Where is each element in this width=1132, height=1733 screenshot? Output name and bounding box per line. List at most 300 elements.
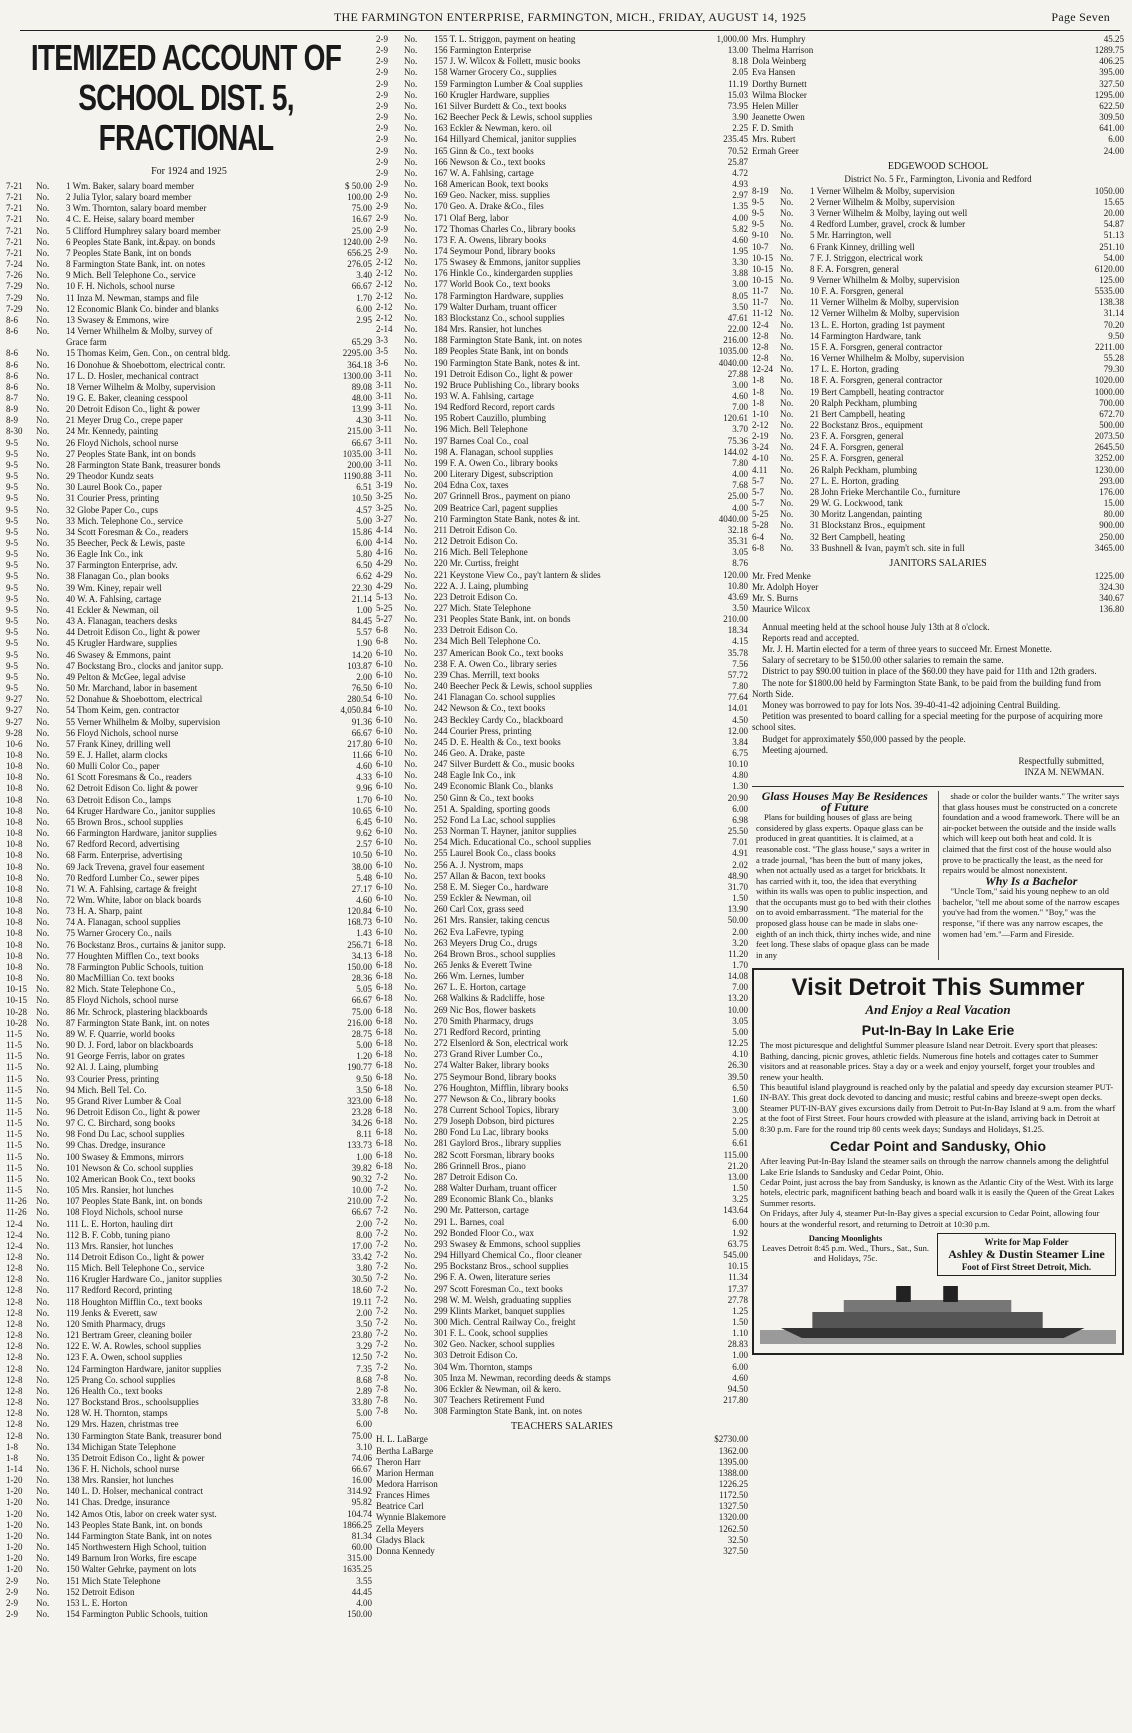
entry-date: 7-2 [376,1205,388,1216]
entry-description: 255 Laurel Book Co., class books [434,848,556,859]
entry-amount: 7.68 [732,480,748,491]
glass-houses-text: Plans for building houses of glass are being considered by glass experts. Opaque glass can be produced in great quantities. It is claimed, at a reasonable cost. "The glass house," says a writer in a trade journal, "has been the butt of many jokes, when not actually used as a target for brickbats. It has carried with it, too, the idea that everything within its walls was open to public inspection, and that the occupants must go to bed with their clothes on to avoid embarrassment. "The material for the proposed glass house can be made in slabs one-eighth of an inch thick, thirty inches wide, and nine feet long. These slabs of opaque glass can be made in any [756,812,931,960]
entry-number-label: No. [404,1250,418,1261]
entry-amount: 4.57 [356,504,372,515]
entry-date: 10-8 [6,772,23,783]
entry-date: 2-9 [6,1609,18,1619]
entry-description: 276 Houghton, Mifflin, library books [434,1082,569,1093]
entry-number-label: No. [404,1305,418,1316]
expense-row [376,246,748,257]
entry-date: 1-8 [752,375,764,386]
entry-amount: 6.75 [732,748,748,758]
entry-date: 7-29 [6,303,23,314]
expense-row [6,1475,372,1486]
expense-row [376,848,748,859]
expense-row [376,134,748,145]
entry-amount: 55.28 [1103,353,1124,364]
entry-date: 9-10 [752,230,769,241]
entry-description: 7 F. J. Striggon, electrical work [810,252,923,263]
entry-amount: 10.50 [351,493,372,504]
entry-amount: 4.60 [732,1372,748,1383]
entry-amount: 1.35 [732,201,748,212]
entry-description: 249 Economic Blank Co., blanks [434,781,553,792]
entry-description: 30 Laurel Book Co., paper [66,482,162,493]
entry-date: 12-8 [752,353,769,364]
edgewood-heading: EDGEWOOD SCHOOL [887,160,989,172]
entry-description: 305 Inza M. Newman, recording deeds & stamps [434,1372,611,1383]
entry-date: 6-10 [376,770,393,781]
expense-row [6,1007,372,1018]
expense-row [376,1272,748,1283]
teachers-heading: TEACHERS SALARIES [511,1421,613,1433]
entry-number-label: No. [404,457,418,468]
entry-date: 2-9 [376,100,388,111]
entry-amount: 1.70 [356,794,372,805]
meeting-note: Annual meeting held at the school house July 13th at 8 o'clock. [762,621,990,632]
entry-date: 5-7 [752,475,764,486]
expense-row [6,549,372,560]
entry-number-label: No. [36,1597,50,1608]
entry-description: 216 Mich. Bell Telephone [434,547,528,558]
entry-date: 12-24 [752,364,773,375]
entry-date: 6-10 [376,881,393,892]
expense-row [6,739,372,750]
entry-number-label: No. [36,1497,50,1508]
entry-amount: 545.00 [723,1250,748,1261]
entry-date: 8-19 [752,185,769,196]
expense-row [376,949,748,960]
entry-date: 3-11 [376,435,393,446]
entry-amount: 13.20 [727,993,748,1004]
entry-amount: 66.67 [351,281,372,292]
entry-date: 9-5 [6,493,18,504]
entry-number-label: No. [404,56,418,67]
ad-company [937,1233,1116,1276]
entry-description: 6 Frank Kinney, drilling well [810,241,915,252]
entry-date: 7-2 [376,1216,388,1227]
expense-row [6,337,372,348]
entry-amount: 25.00 [727,491,748,502]
expense-row [376,815,748,826]
entry-description: 6 Peoples State Bank, int.&pay. on bonds [66,236,216,247]
entry-amount: 4.10 [732,1049,748,1060]
entry-date: 1-20 [6,1519,23,1530]
entry-number-label: No. [404,714,418,725]
expense-row [6,1531,372,1542]
entry-description: 301 F. L. Cook, school supplies [434,1328,548,1339]
entry-description: 52 Donahue & Shoebottom, electrical [66,694,203,705]
teacher-salary-row [376,1446,748,1457]
entry-number-label: No. [780,297,794,308]
entry-number-label: No. [36,1452,50,1463]
entry-amount: 1.50 [732,1316,748,1327]
expense-row [376,938,748,949]
entry-number-label: No. [36,738,50,749]
entry-number-label: No. [36,1385,50,1396]
entry-description: 124 Farmington Hardware, janitor supplies [66,1363,222,1374]
masthead [20,6,1120,31]
entry-number-label: No. [404,748,418,758]
entry-date: 7-26 [6,270,23,281]
expense-row [6,1118,372,1129]
entry-description: 141 Chas. Dredge, insurance [66,1497,170,1508]
entry-description: 149 Barnum Iron Works, fire escape [66,1553,197,1564]
entry-description: 221 Keystone View Co., pay't lantern & slides [434,569,601,580]
entry-date: 7-2 [376,1183,388,1194]
expense-row [376,681,748,692]
entry-date: 9-5 [6,482,18,493]
salary-amount: 1327.50 [718,1501,748,1512]
glass-houses-continued: shade or color the builder wants." The writer says that glass houses must be constructed on a concrete foundation and a wood framework. There will be an air-pocket between the outside and the inside walls which will keep out both heat and cold. It is claimed that the first cost of the house would also prove to be practically the least, as the need for repairs would be almost nonexistent. [942,790,1120,876]
entry-amount: 8.68 [356,1374,372,1385]
entry-description: 31 Courier Press, printing [66,493,159,504]
expense-row [376,692,748,703]
expense-row [6,1252,372,1263]
entry-number-label: No. [36,448,50,459]
expense-row [6,1520,372,1531]
entry-number-label: No. [404,312,418,323]
entry-date: 9-5 [6,504,18,515]
entry-description: 1 Verner Wilhelm & Molby, supervision [810,185,955,196]
entry-amount: 13.00 [727,1171,748,1182]
entry-date: 8-6 [6,348,18,359]
entry-date: 11-5 [6,1106,23,1117]
entry-description: 250 Ginn & Co., text books [434,792,534,803]
edgewood-expense-list [752,186,1124,554]
entry-description: 234 Mich Bell Telephone Co. [434,636,541,647]
entry-date: 2-9 [376,145,388,156]
entry-number-label: No. [404,937,418,948]
entry-amount: 4.91 [732,848,748,859]
entry-number-label: No. [36,1586,50,1597]
entry-date: 7-2 [376,1305,388,1316]
entry-date: 2-9 [376,223,388,234]
entry-number-label: No. [404,1294,418,1305]
teacher-salary-row [376,1468,748,1479]
expense-row [376,1306,748,1317]
entry-description: 252 Fond La Lac, school supplies [434,814,556,825]
entry-number-label: No. [36,794,50,805]
entry-number-label: No. [36,1408,50,1419]
entry-date: 4-10 [752,453,769,464]
entry-amount: 276.05 [347,259,372,270]
entry-number-label: No. [36,1475,50,1486]
entry-amount: 2211.00 [1095,341,1124,352]
entry-amount: 8.76 [732,558,748,569]
entry-description: 199 F. A. Owen Co., library books [434,457,558,468]
entry-amount: 1230.00 [1094,464,1124,475]
entry-number-label: No. [780,208,794,219]
entry-amount: 18.34 [727,625,748,636]
entry-number-label: No. [780,464,794,475]
entry-number-label: No. [780,542,794,553]
expense-row [376,1038,748,1049]
entry-description: 76 Bockstanz Bros., curtains & janitor supp. [66,939,226,950]
expense-row [6,750,372,761]
entry-amount: 1.10 [732,1328,748,1339]
entry-number-label: No. [36,839,50,850]
expense-row [6,873,372,884]
expense-row [376,1217,748,1228]
entry-number-label: No. [36,482,50,493]
entry-number-label: No. [36,727,50,738]
entry-date: 7-21 [6,181,23,191]
entry-number-label: No. [780,263,794,274]
entry-number-label: No. [404,1171,418,1182]
meeting-note: District to pay $90.00 tuition in place of the $60.00 they have paid for 11th and 12th graders. [762,666,1097,677]
entry-date: 6-18 [376,937,393,948]
entry-number-label: No. [404,1316,418,1327]
salary-amount: 136.80 [1099,604,1124,615]
entry-number-label: No. [780,319,794,330]
entry-number-label: No. [404,870,418,881]
edgewood-row [752,230,1124,241]
entry-date: 7-2 [376,1171,388,1182]
entry-amount: 4.80 [732,770,748,781]
expense-row [6,192,372,203]
entry-amount: 656.25 [347,247,372,258]
entry-date: 6-18 [376,1060,393,1071]
entry-number-label: No. [404,391,418,401]
salary-name: Dola Weinberg [752,56,807,67]
entry-amount: 2.95 [356,314,372,325]
janitor-salary-row [752,571,1124,582]
entry-number-label: No. [404,190,418,201]
entry-date: 10-15 [6,995,27,1006]
entry-number-label: No. [404,469,418,480]
entry-amount: 66.67 [351,995,372,1006]
entry-description: 100 Swasey & Emmons, mirrors [66,1151,184,1162]
entry-number-label: No. [36,850,50,861]
entry-description: 204 Edna Cox, taxes [434,480,509,491]
expense-row [376,514,748,525]
expense-row [6,850,372,861]
entry-date: 6-10 [376,926,393,937]
entry-description: 174 Seymour Pond, library books [434,245,556,256]
entry-amount: 104.74 [347,1508,372,1519]
entry-number-label: No. [36,1140,50,1151]
entry-number-label: No. [404,614,418,625]
entry-number-label: No. [404,759,418,770]
entry-number-label: No. [404,268,418,279]
entry-date: 9-5 [6,683,18,694]
entry-date: 2-9 [376,34,388,44]
entry-amount: 1.25 [732,1305,748,1316]
entry-number-label: No. [404,602,418,613]
entry-number-label: No. [404,948,418,959]
entry-amount: 120.61 [723,413,748,424]
entry-amount: 125.00 [1099,274,1124,285]
expense-row [376,1172,748,1183]
entry-date: 7-29 [6,281,23,292]
entry-description: 22 Bockstanz Bros., equipment [810,420,923,430]
entry-amount: 4.60 [732,234,748,245]
entry-date: 6-10 [376,692,393,703]
entry-number-label: No. [36,415,50,426]
entry-number-label: No. [36,816,50,827]
entry-date: 2-9 [376,167,388,178]
entry-description: 56 Floyd Nichols, school nurse [66,727,179,738]
glass-houses-title: Glass Houses May Be Residences of Future [761,788,928,814]
entry-amount: 2.97 [732,190,748,201]
expense-row [376,525,748,536]
entry-number-label: No. [36,660,50,671]
entry-date: 11-5 [6,1051,23,1062]
entry-description: 98 Fond Du Lac, school supplies [66,1129,185,1140]
ad-subtitle: And Enjoy a Real Vacation [865,1002,1011,1018]
entry-number-label: No. [36,582,50,593]
entry-description: 9 Mich. Bell Telephone Co., service [66,270,196,281]
entry-date: 2-9 [6,1586,18,1597]
expense-row [6,281,372,292]
entry-description: 75 Warner Grocery Co., nails [66,928,172,939]
entry-amount: 2.00 [732,926,748,937]
entry-description: 192 Bruce Publishing Co., library books [434,379,580,390]
expense-row [6,326,372,337]
meeting-note: Budget for approximately $50,000 passed by the people. [762,733,966,744]
entry-date: 5-27 [376,614,393,625]
entry-description: 306 Eckler & Newman, oil & kero. [434,1383,561,1394]
expense-row [6,984,372,995]
entry-description: 152 Detroit Edison [66,1586,135,1597]
entry-amount: 5.80 [356,549,372,560]
entry-amount: 70.52 [727,145,748,156]
entry-number-label: No. [404,1261,418,1272]
expense-row [376,536,748,547]
entry-number-label: No. [780,252,794,263]
entry-description: 275 Seymour Bond, library books [434,1071,557,1082]
expense-row [6,1152,372,1163]
meeting-note: Mr. J. H. Martin elected for a term of three years to succeed Mr. Ernest Monette. [762,643,1052,654]
entry-number-label: No. [404,893,418,904]
entry-description: 302 Geo. Nacker, school supplies [434,1339,555,1350]
entry-description: 277 Newson & Co., library books [434,1093,556,1104]
entry-amount: 280.54 [347,694,372,705]
entry-date: 10-8 [6,861,23,872]
entry-description: 64 Kruger Hardware Co., janitor supplies [66,805,216,816]
entry-description: 211 Detroit Edison Co. [434,524,518,535]
entry-date: 6-8 [376,625,388,636]
entry-description: 23 F. A. Forsgren, general [810,431,904,442]
expense-row [6,1163,372,1174]
entry-date: 9-5 [6,538,18,548]
expense-row [6,627,372,638]
entry-description: 176 Hinkle Co., kindergarden supplies [434,268,573,279]
entry-number-label: No. [404,1350,418,1361]
entry-number-label: No. [36,1106,50,1117]
entry-number-label: No. [36,1173,50,1184]
entry-number-label: No. [36,1374,50,1385]
entry-date: 4-29 [376,569,393,580]
expense-row [376,558,748,569]
entry-description: 116 Krugler Hardware Co., janitor supplies [66,1274,222,1285]
entry-amount: 7.35 [356,1363,372,1374]
entry-description: 300 Mich. Central Railway Co., freight [434,1316,576,1327]
entry-amount: 4.00 [732,212,748,223]
entry-date: 9-5 [6,660,18,671]
entry-amount: 10.80 [727,580,748,591]
entry-amount: 5.05 [356,984,372,995]
entry-amount: 4.60 [356,895,372,905]
entry-amount: 5.82 [732,223,748,234]
entry-date: 10-8 [6,783,23,794]
expense-row [376,157,748,168]
entry-description: 184 Mrs. Ransier, hot lunches [434,324,542,335]
teacher-salary-row [752,79,1124,90]
entry-date: 11-5 [6,1151,23,1162]
entry-date: 10-8 [6,950,23,961]
entry-description: 209 Beatrice Carl, pagent supplies [434,502,558,513]
entry-number-label: No. [36,1240,50,1251]
entry-number-label: No. [404,1127,418,1138]
moonlight-title: Dancing Moonlights [808,1232,883,1243]
entry-date: 6-10 [376,859,393,870]
entry-date: 5-7 [752,486,764,497]
salary-amount: 406.25 [1099,56,1124,67]
entry-description: 269 Nic Bos, flower baskets [434,1004,536,1015]
entry-number-label: No. [36,314,50,325]
expense-row [376,915,748,926]
entry-description: 120 Smith Pharmacy, drugs [66,1318,166,1329]
entry-amount: 3.50 [356,1318,372,1329]
entry-number-label: No. [36,828,50,839]
entry-date: 6-10 [376,703,393,714]
entry-description: 154 Farmington Public Schools, tuition [66,1609,208,1619]
entry-description: 129 Mrs. Hazen, christmas tree [66,1419,179,1430]
entry-amount: 70.20 [1103,319,1124,330]
entry-date: 7-2 [376,1261,388,1272]
entry-amount: 16.67 [351,214,372,225]
expense-row [376,34,748,45]
entry-description: 178 Farmington Hardware, supplies [434,290,564,301]
entry-date: 2-12 [376,257,393,268]
entry-amount: 10.00 [727,1004,748,1015]
entry-number-label: No. [36,694,50,705]
entry-number-label: No. [404,156,418,167]
entry-description: 74 A. Flanagan, school supplies [66,917,181,928]
expense-row [6,1285,372,1296]
edgewood-row [752,431,1124,442]
entry-number-label: No. [404,513,418,524]
entry-number-label: No. [404,145,418,156]
entry-number-label: No. [780,274,794,285]
entry-description: 55 Verner Whilhelm & Molby, supervision [66,716,221,727]
expense-row [376,1150,748,1161]
entry-description: 102 American Book Co., text books [66,1173,196,1184]
entry-amount: 1.00 [732,1350,748,1361]
ad-footer [760,1233,1116,1276]
entry-amount: 33.80 [351,1397,372,1408]
salary-amount: 327.50 [723,1545,748,1556]
entry-number-label: No. [404,1205,418,1216]
entry-amount: 4.50 [732,714,748,725]
expense-row [376,447,748,458]
entry-amount: 5.00 [732,1127,748,1138]
entry-description: 24 F. A. Forsgren, general [810,442,904,453]
expense-row [376,1016,748,1027]
entry-date: 12-8 [6,1419,23,1430]
entry-description: 297 Scott Foresman Co., text books [434,1283,563,1294]
entry-date: 1-20 [6,1508,23,1519]
salary-name: Mrs. Humphry [752,34,806,44]
teacher-salary-row [376,1434,748,1445]
entry-date: 7-21 [6,203,23,214]
entry-number-label: No. [36,1307,50,1318]
entry-amount: 1.50 [732,1183,748,1194]
expense-row [6,1074,372,1085]
expense-row [6,1040,372,1051]
entry-date: 10-15 [752,252,773,263]
